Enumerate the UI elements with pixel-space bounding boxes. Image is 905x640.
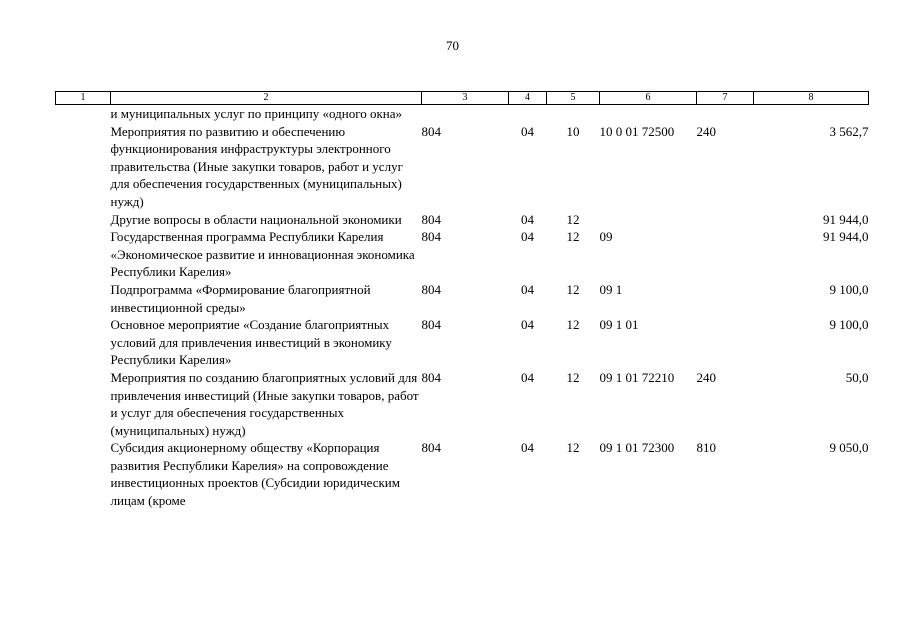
cell-expense-type [697, 228, 754, 281]
cell-section [509, 105, 547, 123]
header-col-8: 8 [754, 92, 869, 105]
header-row [56, 92, 869, 105]
cell-amount: 91 944,0 [823, 211, 869, 227]
table-row [56, 123, 869, 211]
cell-amount: 3 562,7 [829, 123, 869, 139]
table-row [56, 439, 869, 509]
cell-section: 04 [521, 440, 534, 456]
table-row [56, 281, 869, 316]
cell-amount: 9 100,0 [829, 317, 869, 333]
cell-target-article: 10 0 01 72500 [599, 123, 675, 139]
budget-table [55, 91, 869, 510]
cell-section: 04 [521, 123, 534, 139]
cell-name: Подпрограмма «Формирование благоприятной инвестиционной среды» [110, 281, 371, 315]
header-col-4: 4 [509, 92, 547, 105]
cell-target-article: 09 1 01 72300 [599, 440, 675, 456]
cell-section: 04 [521, 369, 534, 385]
cell-target-article: 09 1 01 72210 [599, 369, 675, 385]
cell-section: 04 [521, 211, 534, 227]
cell-subsection: 12 [566, 211, 580, 227]
cell-name: Мероприятия по развитию и обеспечению функционирования инфраструктуры электронного правительства (Иные закупки товаров, работ и услуг для обеспечения государственных (муниципальных) нужд) [110, 123, 403, 209]
table-row [56, 369, 869, 439]
cell-col-1 [56, 123, 111, 211]
cell-expense-type: 240 [696, 123, 716, 139]
cell-admin-code: 804 [421, 281, 441, 297]
cell-amount [754, 105, 869, 123]
cell-name: и муниципальных услуг по принципу «одного окна» [110, 106, 402, 121]
cell-section: 04 [521, 229, 534, 245]
cell-subsection: 12 [566, 440, 580, 456]
cell-subsection: 12 [566, 317, 580, 333]
cell-col-1 [56, 316, 111, 369]
cell-subsection: 10 [566, 123, 580, 139]
cell-admin-code: 804 [421, 211, 441, 227]
header-col-5: 5 [547, 92, 600, 105]
cell-name: Мероприятия по созданию благоприятных условий для привлечения инвестиций (Иные закупки товаров, работ и услуг для обеспечения государственных (муниципальных) нужд) [110, 369, 419, 438]
cell-expense-type: 240 [696, 369, 716, 385]
cell-target-article [600, 105, 697, 123]
table-row [56, 316, 869, 369]
cell-amount: 9 100,0 [829, 281, 869, 297]
cell-expense-type: 810 [696, 440, 716, 456]
header-col-1: 1 [56, 92, 111, 105]
cell-expense-type [697, 105, 754, 123]
cell-expense-type [697, 281, 754, 316]
cell-section: 04 [521, 317, 534, 333]
cell-col-1 [56, 439, 111, 509]
header-col-7: 7 [697, 92, 754, 105]
cell-col-1 [56, 105, 111, 123]
cell-subsection: 12 [566, 229, 580, 245]
table-row [56, 105, 869, 123]
cell-amount: 91 944,0 [823, 229, 869, 245]
cell-col-1 [56, 281, 111, 316]
header-col-3: 3 [422, 92, 509, 105]
cell-admin-code: 804 [421, 369, 441, 385]
cell-subsection: 12 [566, 281, 580, 297]
cell-admin-code [422, 105, 509, 123]
cell-col-1 [56, 369, 111, 439]
header-col-2: 2 [111, 92, 422, 105]
cell-subsection: 12 [566, 369, 580, 385]
cell-subsection [547, 105, 600, 123]
table-row [56, 228, 869, 281]
cell-target-article: 09 1 [599, 281, 623, 297]
cell-target-article: 09 1 01 [599, 317, 639, 333]
cell-target-article: 09 [599, 229, 613, 245]
cell-col-1 [56, 228, 111, 281]
page-number: 70 [446, 38, 459, 53]
cell-expense-type [697, 211, 754, 229]
header-col-6: 6 [600, 92, 697, 105]
cell-name: Основное мероприятие «Создание благоприятных условий для привлечения инвестиций в экономику Республики Карелия» [110, 317, 392, 368]
cell-name: Государственная программа Республики Карелия «Экономическое развитие и инновационная экономика Республики Карелия» [110, 229, 415, 280]
cell-admin-code: 804 [421, 440, 441, 456]
cell-name: Субсидия акционерному обществу «Корпорация развития Республики Карелия» на сопровождение инвестиционных проектов (Субсидии юридическим лицам (кроме [110, 440, 400, 509]
cell-name: Другие вопросы в области национальной экономики [110, 211, 402, 227]
cell-amount: 50,0 [845, 369, 869, 385]
cell-admin-code: 804 [421, 229, 441, 245]
cell-admin-code: 804 [421, 317, 441, 333]
cell-section: 04 [521, 281, 534, 297]
cell-admin-code: 804 [421, 123, 441, 139]
cell-expense-type [697, 316, 754, 369]
table-row [56, 211, 869, 229]
cell-target-article [600, 211, 697, 229]
cell-amount: 9 050,0 [829, 440, 869, 456]
cell-col-1 [56, 211, 111, 229]
